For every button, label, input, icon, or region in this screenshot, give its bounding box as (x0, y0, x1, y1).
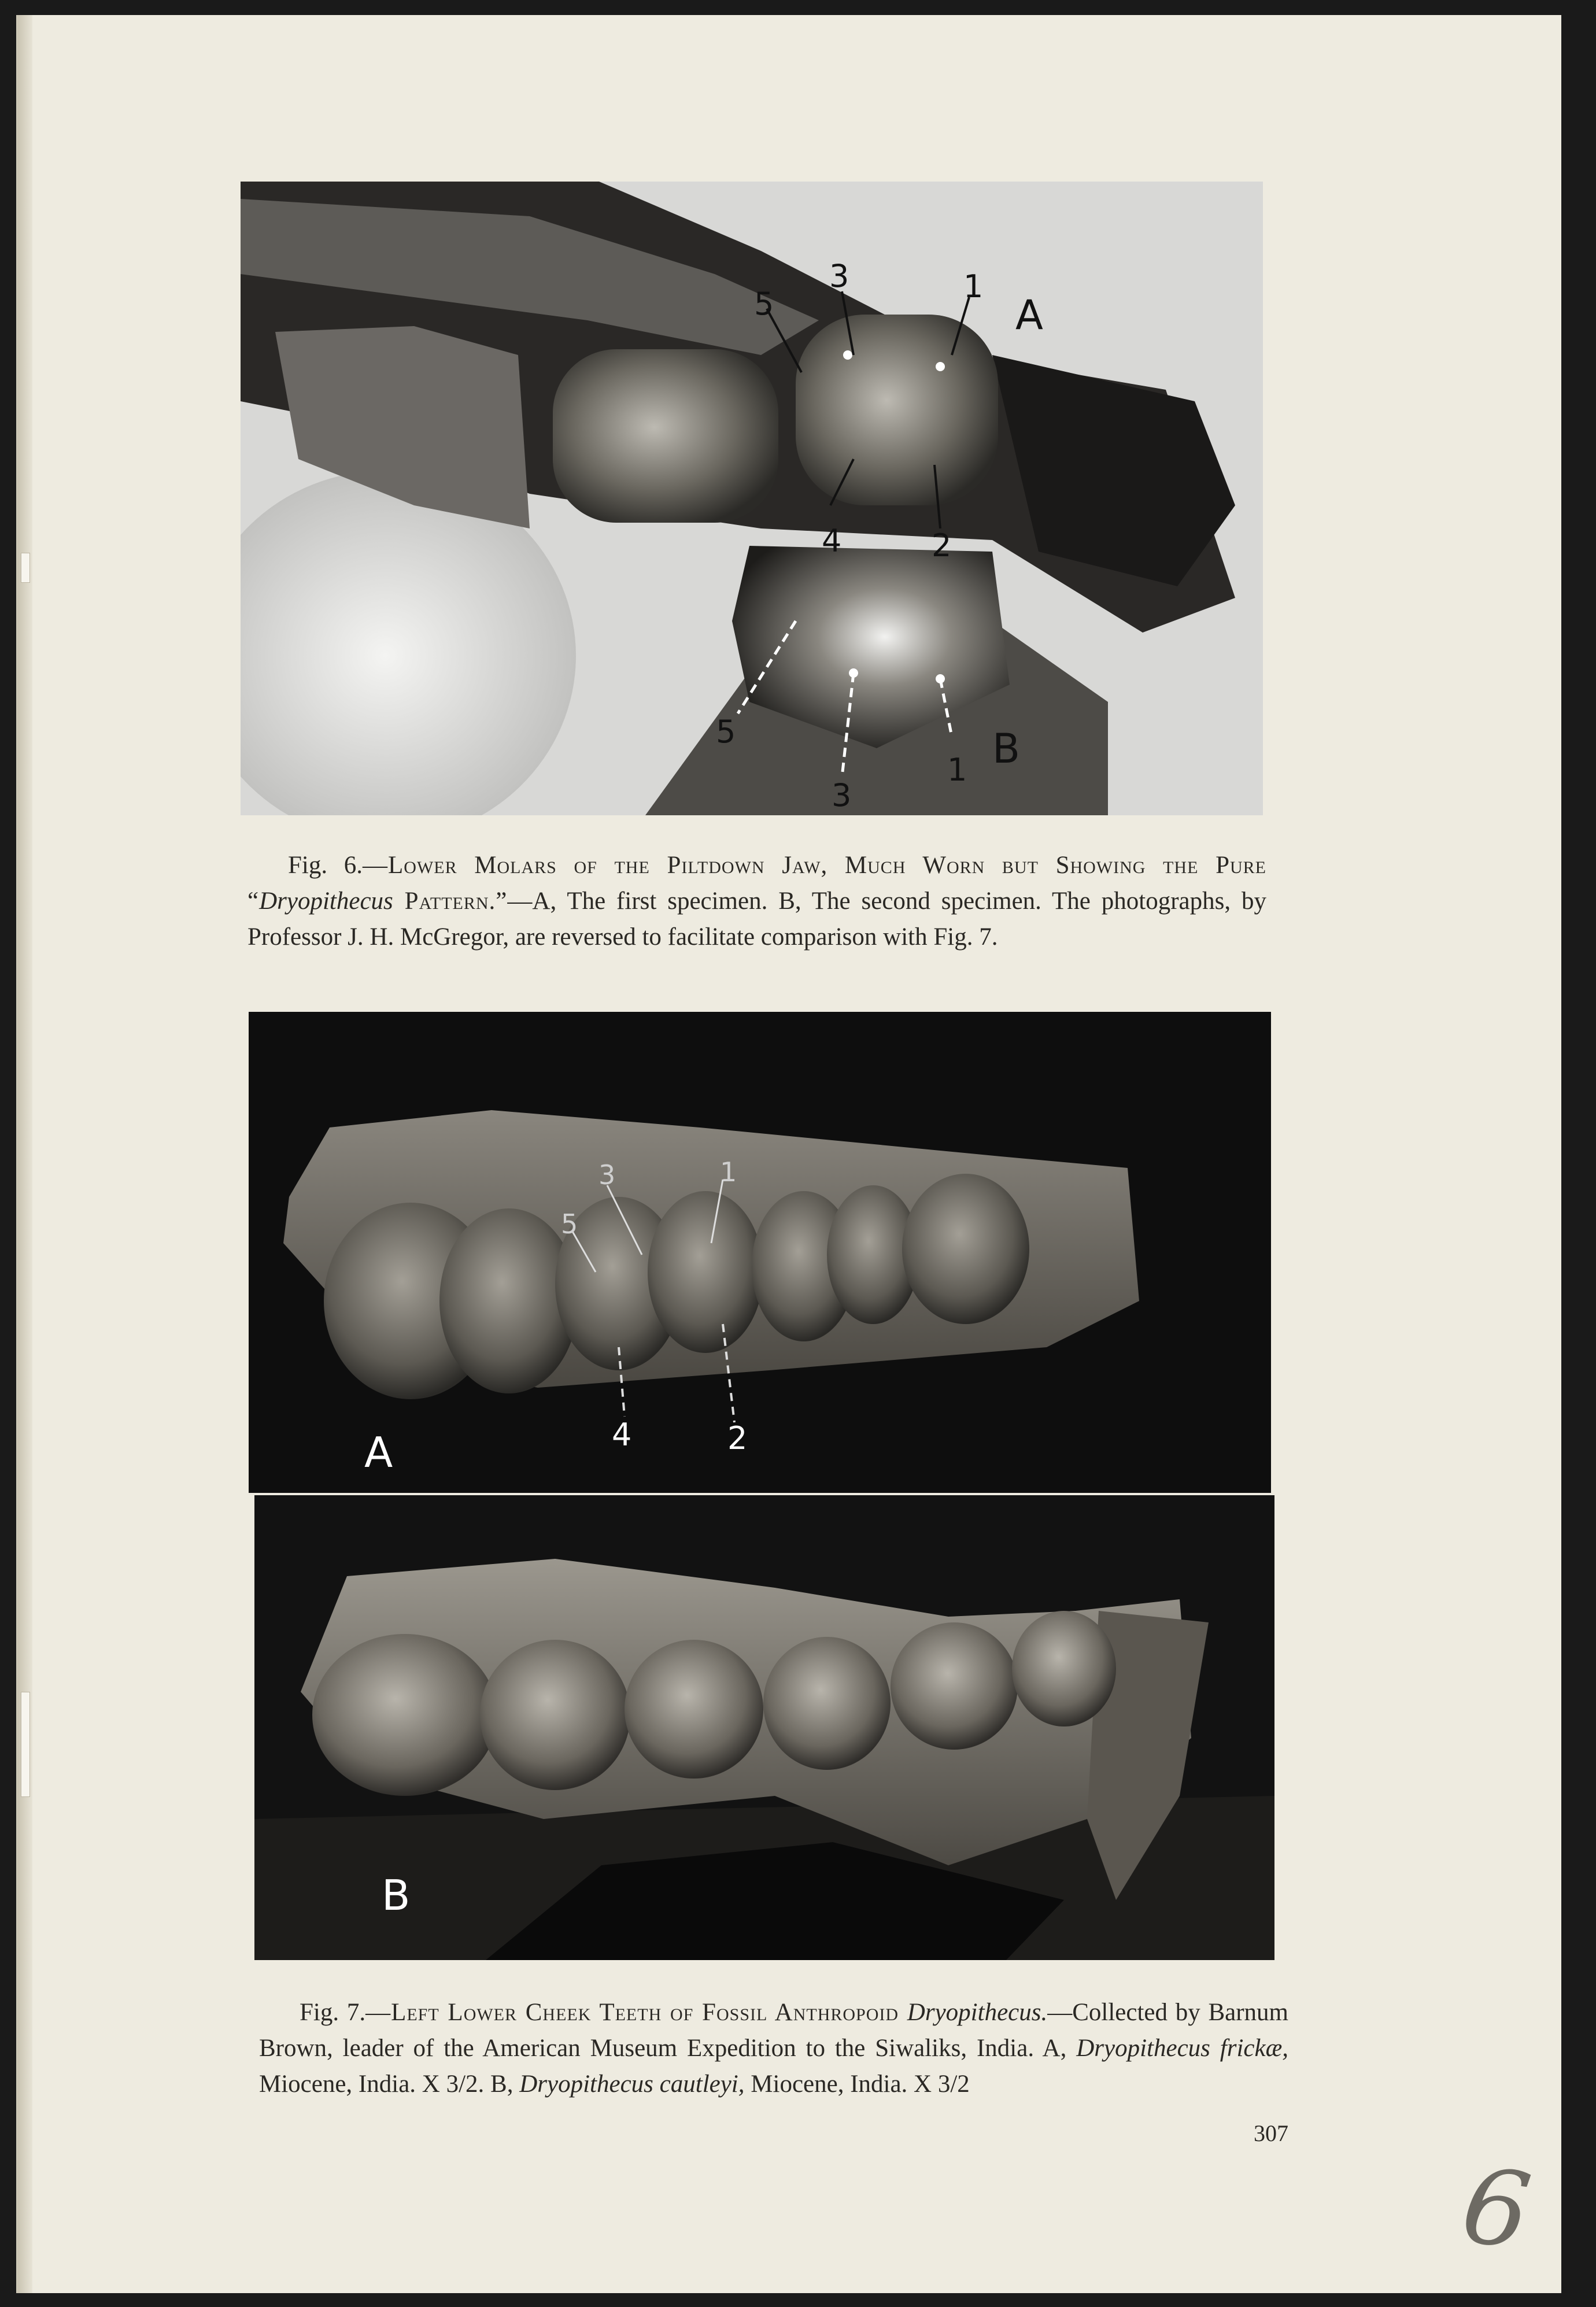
fig6-caption-body: —A, The first specimen. B, The second specimen. The photographs, by Professor J. H. McGregor, are reversed to facilitate comparison with Fig. 7. (247, 888, 1267, 951)
fig7a-cusp-4: 4 (612, 1417, 632, 1453)
binding-gutter (17, 15, 32, 2293)
fig7a-cusp-2: 2 (727, 1420, 748, 1456)
fig7-caption-body2: Miocene, India. X (259, 2071, 446, 2098)
fig6-caption-title-italic: Dryopithecus (259, 888, 393, 915)
fig6-cusp-5: 5 (754, 286, 774, 322)
binding-stitch (21, 1692, 30, 1797)
fig6-caption-title: —Lower Molars of the Piltdown Jaw, Much Worn but Showing the Pure “ (247, 852, 1266, 915)
fig6-b-cusp-3: 3 (832, 777, 852, 814)
fig6-cusp-4: 4 (822, 523, 842, 559)
fig7-caption-title-italic: Dryopithecus. (907, 1999, 1048, 2026)
handwritten-mark: 6 (1455, 2145, 1538, 2273)
fig6-caption-title-end: Pattern.” (393, 888, 508, 915)
fig6-label-b: B (992, 725, 1021, 772)
fig6-cusp-3: 3 (829, 258, 849, 294)
fig7-species-b: Dryopithecus cautleyi, (519, 2071, 745, 2098)
fig7-caption-body4: Miocene, India. X (744, 2071, 938, 2098)
fig7-caption-body1: —Collected by Barnum Brown, leader of the American Museum Expedition to the Siwaliks, India. A, (259, 1999, 1288, 2062)
binding-stitch (21, 553, 30, 583)
fig6-photograph (241, 182, 1263, 815)
page-number: 307 (1254, 2120, 1288, 2146)
fig7-scale-b: 3/2 (937, 2071, 970, 2098)
fig7-scale-a: 3/2 (446, 2071, 478, 2098)
fig7-caption-title: —Left Lower Cheek Teeth of Fossil Anthropoid (365, 1999, 907, 2026)
fig6-caption-number: Fig. 6. (288, 852, 363, 879)
book-page (16, 15, 1561, 2293)
fig7b-label-b: B (382, 1871, 411, 1920)
fig7a-photograph (249, 1012, 1271, 1493)
fig6-cusp-1: 1 (963, 268, 984, 305)
fig6-caption (247, 848, 1266, 955)
fig6-cusp-2: 2 (932, 527, 952, 564)
fig7-species-a: Dryopithecus frickæ, (1076, 2035, 1288, 2062)
fig7-caption-number: Fig. 7. (300, 1999, 366, 2026)
fig6-b-cusp-1: 1 (947, 752, 967, 788)
fig7a-label-a: A (364, 1428, 393, 1477)
fig7a-cusp-1: 1 (720, 1156, 737, 1188)
fig7a-cusp-3: 3 (598, 1159, 616, 1191)
fig6-label-a: A (1015, 291, 1043, 339)
fig7a-cusp-5: 5 (561, 1208, 578, 1240)
fig6-b-cusp-5: 5 (716, 713, 736, 750)
fig7-caption-body3: . B, (478, 2071, 520, 2098)
fig7b-photograph (254, 1495, 1274, 1960)
fig7-caption (259, 1995, 1288, 2102)
